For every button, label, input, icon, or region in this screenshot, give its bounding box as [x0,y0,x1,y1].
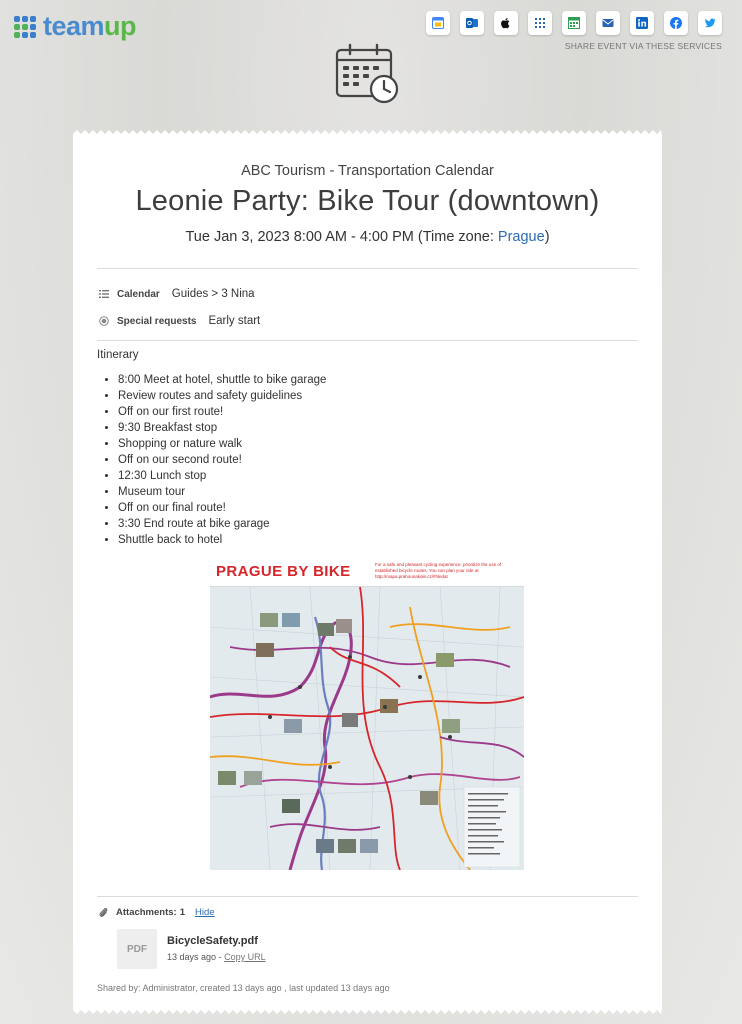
logo-mark-icon [14,16,36,38]
special-requests-label: Special requests [117,315,197,327]
map-header [210,557,524,587]
yahoo-calendar-share-button[interactable] [528,11,552,35]
map-title: PRAGUE BY BIKE [216,563,351,580]
copy-url-link[interactable]: Copy URL [224,952,266,962]
calendar-field-label: Calendar [117,288,160,300]
calendar-field [99,288,255,300]
outlook-share-button[interactable] [460,11,484,35]
paperclip-icon [99,907,108,918]
event-datetime: Tue Jan 3, 2023 8:00 AM - 4:00 PM (Time zone: Prague) [185,229,550,245]
hide-attachments-link[interactable]: Hide [195,907,215,918]
pdf-file-icon[interactable]: PDF [117,929,157,969]
divider [97,340,638,341]
google-calendar-icon [432,17,444,29]
outlook-icon [466,17,478,29]
card-zigzag-top [73,130,662,138]
itinerary-title: Itinerary [97,349,139,361]
list-item: • Off on our first route! [118,404,326,420]
calendar-file-share-button[interactable] [562,11,586,35]
logo-square [22,16,28,22]
yahoo-calendar-icon [534,17,546,29]
facebook-share-button[interactable] [664,11,688,35]
logo-square [22,32,28,38]
linkedin-icon [636,17,648,29]
list-item: • Off on our second route! [118,452,326,468]
twitter-share-button[interactable] [698,11,722,35]
itinerary-list [118,372,326,548]
share-bar [426,11,722,35]
card-zigzag-bottom [73,1006,662,1014]
list-item: • Off on our final route! [118,500,326,516]
list-item: • 12:30 Lunch stop [118,468,326,484]
special-requests-field [99,315,260,327]
divider [97,268,638,269]
logo-square [30,32,36,38]
event-card [73,134,662,1010]
facebook-icon [670,17,682,29]
list-item: • Museum tour [118,484,326,500]
event-title: Leonie Party: Bike Tour (downtown) [135,185,600,217]
shared-by-text: Shared by: Administrator, created 13 days ago , last updated 13 days ago [97,983,390,993]
list-item: • Review routes and safety guidelines [118,388,326,404]
logo-square [22,24,28,30]
share-caption: SHARE EVENT VIA THESE SERVICES [564,41,722,51]
logo-wordmark: teamup [43,11,137,41]
divider [97,896,638,897]
apple-share-button[interactable] [494,11,518,35]
logo-square [30,24,36,30]
radio-icon [99,316,109,326]
calendar-name: ABC Tourism - Transportation Calendar [241,163,494,179]
calendar-clock-icon [335,43,401,110]
bike-route-map [210,587,524,870]
logo-square [14,16,20,22]
email-icon [602,17,614,29]
linkedin-share-button[interactable] [630,11,654,35]
attachment-meta: 13 days ago - Copy URL [167,952,266,962]
attachments-label: Attachments: [116,907,177,918]
email-share-button[interactable] [596,11,620,35]
attachments-count: 1 [179,907,185,918]
calendar-field-value: Guides > 3 Nina [171,288,255,300]
twitter-icon [704,17,716,29]
logo-square [14,24,20,30]
map-note: For a safe and pleasant cycling experience, prioritize the use of established bicycle routes. You can plan your ride at http://mapa.prahounakole.cz/#hledat [375,562,502,579]
calendar-file-icon [568,17,580,29]
list-item: • Shopping or nature walk [118,436,326,452]
list-item: • Shuttle back to hotel [118,532,326,548]
logo-square [30,16,36,22]
apple-icon [500,17,512,29]
list-icon [99,290,109,298]
list-item: • 3:30 End route at bike garage [118,516,326,532]
list-item: • 8:00 Meet at hotel, shuttle to bike garage [118,372,326,388]
timezone-link[interactable]: Prague [497,229,545,245]
attachment-age: 13 days ago [167,952,217,962]
teamup-logo[interactable] [14,11,136,42]
attachment-file-name[interactable]: BicycleSafety.pdf [167,935,258,947]
prague-bike-map-image [210,557,524,870]
attachments-header [99,907,215,918]
list-item: • 9:30 Breakfast stop [118,420,326,436]
google-calendar-share-button[interactable] [426,11,450,35]
special-requests-value: Early start [208,315,261,327]
logo-square [14,32,20,38]
